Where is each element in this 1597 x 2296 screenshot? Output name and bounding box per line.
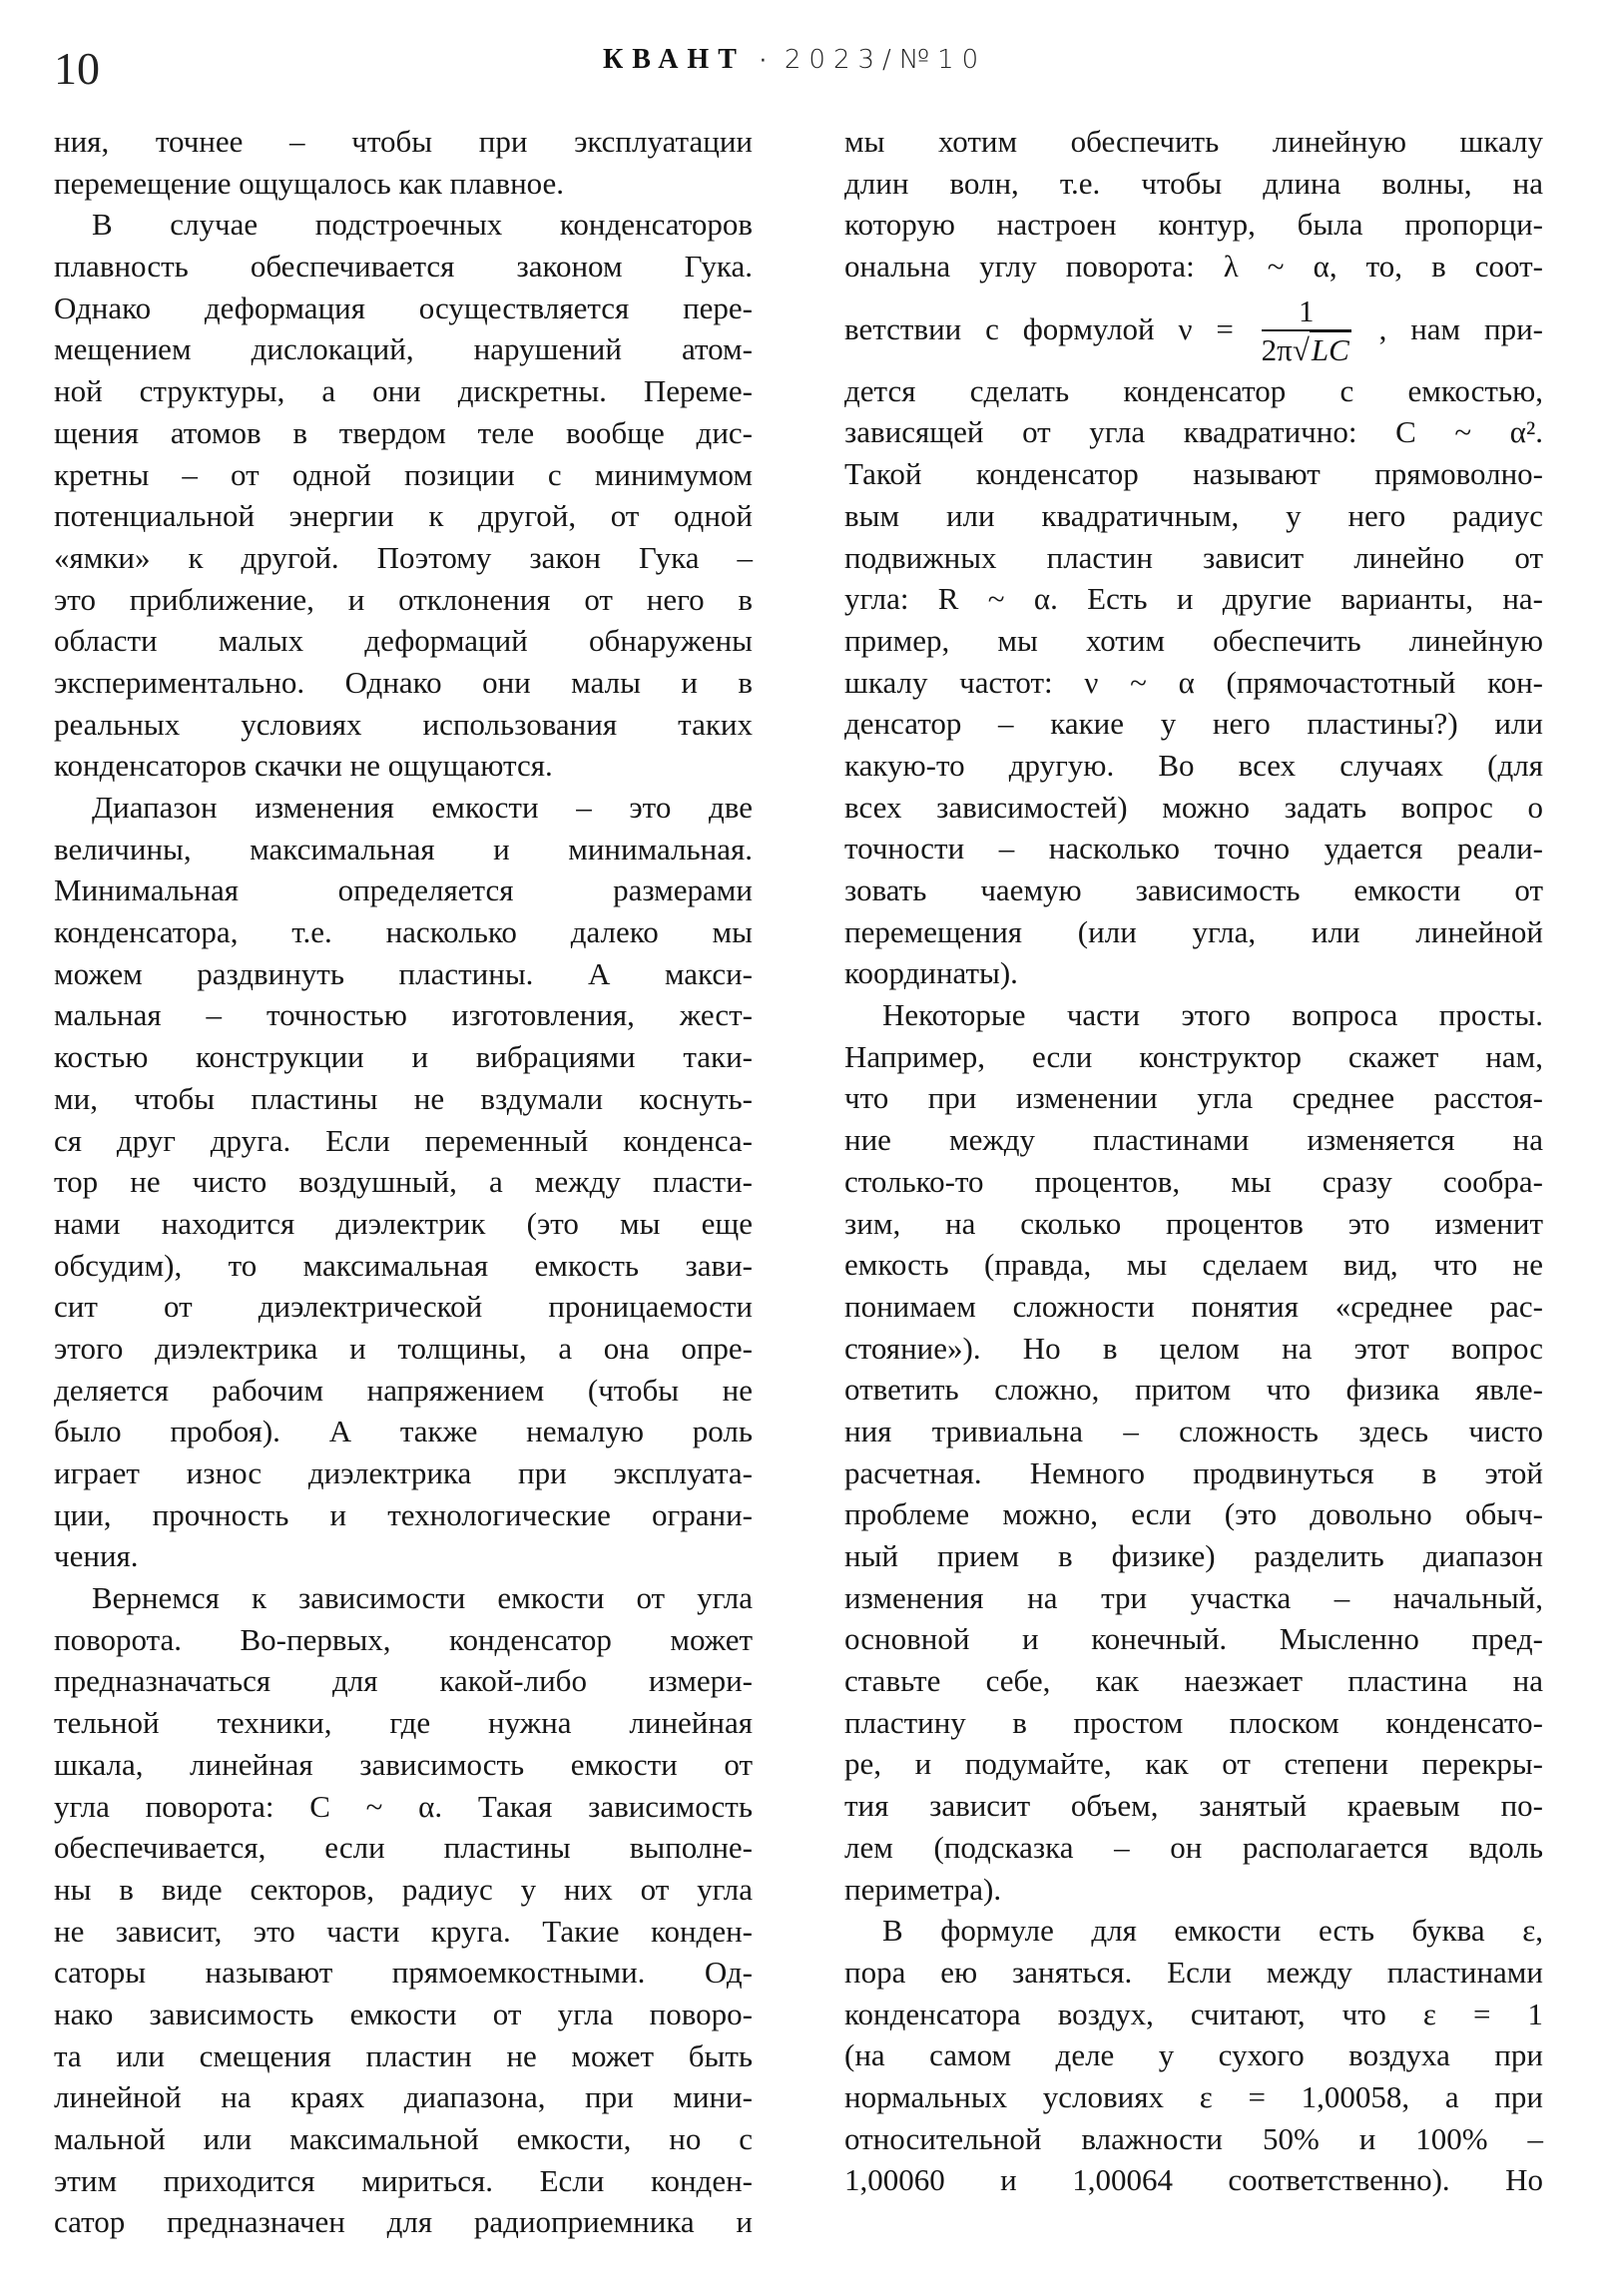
text-line: сит от диэлектрической проницаемости [54, 1289, 753, 1325]
text-line: мальной или максимальной емкости, но с [54, 2121, 753, 2156]
text-line: зависящей от угла квадратично: C ~ α². [844, 414, 1543, 450]
right-column [844, 121, 1543, 2201]
text-line: величины, максимальная и минимальная. [54, 831, 753, 866]
text-line: дется сделать конденсатор с емкостью, [844, 372, 1543, 408]
text-line: чения. [54, 1538, 139, 1574]
two-pi: 2π [1261, 331, 1293, 367]
text-line: щения атомов в твердом теле вообще дис- [54, 414, 753, 450]
running-head [603, 44, 986, 84]
text-line: точности – насколько точно удается реали- [844, 831, 1543, 866]
text-line: подвижных пластин зависит линейно от [844, 539, 1543, 575]
header-separator: · [759, 49, 767, 74]
text-line: мы хотим обеспечить линейную шкалу [844, 124, 1543, 159]
text-line: «ямки» к другой. Поэтому закон Гука – [54, 539, 753, 575]
text-line: зовать чаемую зависимость емкости от [844, 872, 1543, 907]
text-line: ональна углу поворота: λ ~ α, то, в соот- [844, 249, 1543, 285]
paragraph-start-line: Диапазон изменения емкости – это две [92, 790, 753, 825]
text-line: какую-то другую. Во всех случаях (для [844, 747, 1543, 783]
text-line: поворота. Во-первых, конденсатор может [54, 1621, 753, 1657]
text-line: пример, мы хотим обеспечить линейную [844, 622, 1543, 658]
text-line: понимаем сложности понятия «среднее рас- [844, 1288, 1543, 1324]
text-line: шкалу частот: ν ~ α (прямочастотный кон- [844, 664, 1543, 700]
text-line: ции, прочность и технологические ограни- [54, 1496, 753, 1532]
text-line: этим приходится мириться. Если конден- [54, 2162, 753, 2198]
text-line: та или смещения пластин не может быть [54, 2037, 753, 2073]
text-line: 1,00060 и 1,00064 соответственно). Но [844, 2162, 1543, 2198]
journal-title: КВАНТ [603, 44, 746, 75]
text-line: основной и конечный. Мысленно пред- [844, 1621, 1543, 1657]
text-line: ной структуры, а они дискретны. Переме- [54, 373, 753, 409]
text-line: относительной влажности 50% и 100% – [844, 2120, 1543, 2156]
text-line: тия зависит объем, занятый краевым по- [844, 1788, 1543, 1824]
text-line: ный прием в физике) разделить диапазон [844, 1538, 1543, 1573]
text-line: ны в виде секторов, радиус у них от угла [54, 1871, 753, 1907]
text-line: пластину в простом плоском конденсато- [844, 1704, 1543, 1740]
text-line: обсудим), то максимальная емкость зави- [54, 1247, 753, 1283]
text-line: Такой конденсатор называют прямоволно- [844, 456, 1543, 492]
text-line: тельной техники, где нужна линейная [54, 1705, 753, 1741]
text-line: нами находится диэлектрик (это мы еще [54, 1205, 753, 1241]
text-line: шкала, линейная зависимость емкости от [54, 1746, 753, 1782]
text-line: обеспечивается, если пластины выполне- [54, 1830, 753, 1866]
text-line: ответить сложно, притом что физика явле- [844, 1372, 1543, 1408]
paragraph-start-line: В формуле для емкости есть буква ε, [882, 1913, 1543, 1949]
text-line: ставьте себе, как наезжает пластина на [844, 1663, 1543, 1699]
text-line: нако зависимость емкости от угла поворо- [54, 1996, 753, 2031]
text-line: ния, точнее – чтобы при эксплуатации [54, 124, 753, 159]
text-line: экспериментально. Однако они малы и в [54, 664, 753, 700]
fraction-denominator [1262, 329, 1351, 365]
paragraph-start-line: Некоторые части этого вопроса просты. [882, 997, 1543, 1033]
text-line: можем раздвинуть пластины. А макси- [54, 955, 753, 991]
text-line: перемещение ощущалось как плавное. [54, 165, 565, 201]
text-line: что при изменении угла среднее расстоя- [844, 1080, 1543, 1116]
text-line: конденсаторов скачки не ощущаются. [54, 748, 553, 784]
text-line: предназначаться для какой-либо измери- [54, 1663, 753, 1699]
text-line: Однако деформация осуществляется пере- [54, 289, 753, 325]
text-line: было пробоя). А также немалую роль [54, 1414, 753, 1449]
text-line: угла поворота: C ~ α. Такая зависимость [54, 1788, 753, 1824]
left-column [54, 121, 753, 2243]
text-line: емкость (правда, мы сделаем вид, что не [844, 1247, 1543, 1283]
text-line: ре, и подумайте, как от степени перекры- [844, 1746, 1543, 1782]
formula-line [844, 287, 1543, 370]
text-line: костью конструкции и вибрациями таки- [54, 1039, 753, 1075]
formula-lhs: ν = [1178, 310, 1234, 346]
text-line: не зависит, это части круга. Такие конден- [54, 1913, 753, 1949]
text-line: кретны – от одной позиции с минимумом [54, 456, 753, 492]
text-line: изменения на три участка – начальный, [844, 1579, 1543, 1615]
text-line: расчетная. Немного продвинуться в этой [844, 1454, 1543, 1490]
paragraph-start-line: Вернемся к зависимости емкости от угла [92, 1580, 753, 1616]
text-line: играет износ диэлектрика при эксплуата- [54, 1455, 753, 1490]
page-number: 10 [54, 43, 100, 94]
text-line: линейной на краях диапазона, при мини- [54, 2079, 753, 2115]
text-line: конденсатора воздух, считают, что ε = 1 [844, 1996, 1543, 2031]
text-line: ми, чтобы пластины не вздумали коснуть- [54, 1080, 753, 1116]
text-line: (на самом деле у сухого воздуха при [844, 2037, 1543, 2073]
text-line: столько-то процентов, мы сразу сообра- [844, 1163, 1543, 1199]
text-line: тор не чисто воздушный, а между пласти- [54, 1164, 753, 1200]
text-line: ние между пластинами изменяется на [844, 1122, 1543, 1158]
text-line: пора ею заняться. Если между пластинами [844, 1954, 1543, 1990]
text-line: конденсатора, т.е. насколько далеко мы [54, 914, 753, 950]
text-line: длин волн, т.е. чтобы длина волны, на [844, 165, 1543, 201]
sqrt-icon: √ [1292, 331, 1310, 367]
fraction-numerator: 1 [1298, 292, 1315, 328]
text-line: лем (подсказка – он располагается вдоль [844, 1829, 1543, 1865]
text-line: зим, на сколько процентов это изменит [844, 1205, 1543, 1241]
text-line: саторы называют прямоемкостными. Од- [54, 1955, 753, 1991]
text-line: ния тривиальна – сложность здесь чисто [844, 1413, 1543, 1448]
text-line: вым или квадратичным, у него радиус [844, 497, 1543, 533]
text-line: это приближение, и отклонения от него в [54, 581, 753, 617]
issue-number: 2023/№10 [784, 45, 987, 75]
formula-trailing-text: , нам при- [1378, 310, 1544, 346]
text-line: проблеме можно, если (это довольно обыч- [844, 1496, 1543, 1532]
text-line: которую настроен контур, была пропорци- [844, 207, 1543, 243]
text-line: области малых деформаций обнаружены [54, 623, 753, 659]
frequency-formula-fraction [1261, 292, 1351, 367]
text-line: потенциальной энергии к другой, от одной [54, 498, 753, 534]
text-line: Например, если конструктор скажет нам, [844, 1038, 1543, 1074]
paragraph-start-line: В случае подстроечных конденсаторов [92, 207, 753, 243]
text-line: деляется рабочим напряжением (чтобы не [54, 1372, 753, 1408]
text-line: реальных условиях использования таких [54, 706, 753, 742]
text-line: мещением дислокаций, нарушений атом- [54, 331, 753, 367]
text-line: перемещения (или угла, или линейной [844, 913, 1543, 949]
text-line: сатор предназначен для радиоприемника и [54, 2204, 753, 2240]
text-line: этого диэлектрика и толщины, а она опре- [54, 1330, 753, 1366]
text-line: ся друг друга. Если переменный конденса- [54, 1122, 753, 1158]
text-line: координаты). [844, 955, 1018, 991]
text-line: угла: R ~ α. Есть и другие варианты, на- [844, 581, 1543, 617]
text-line: мальная – точностью изготовления, жест- [54, 997, 753, 1033]
radicand: LC [1311, 331, 1349, 367]
text-line: денсатор – какие у него пластины?) или [844, 706, 1543, 742]
text-line: Минимальная определяется размерами [54, 872, 753, 908]
text-line: периметра). [844, 1871, 1002, 1907]
text-line: стояние»). Но в целом на этот вопрос [844, 1330, 1543, 1366]
formula-lead-text: ветствии с формулой [844, 310, 1155, 346]
text-line: плавность обеспечивается законом Гука. [54, 249, 753, 285]
text-line: нормальных условиях ε = 1,00058, а при [844, 2078, 1543, 2114]
text-line: всех зависимостей) можно задать вопрос о [844, 789, 1543, 825]
